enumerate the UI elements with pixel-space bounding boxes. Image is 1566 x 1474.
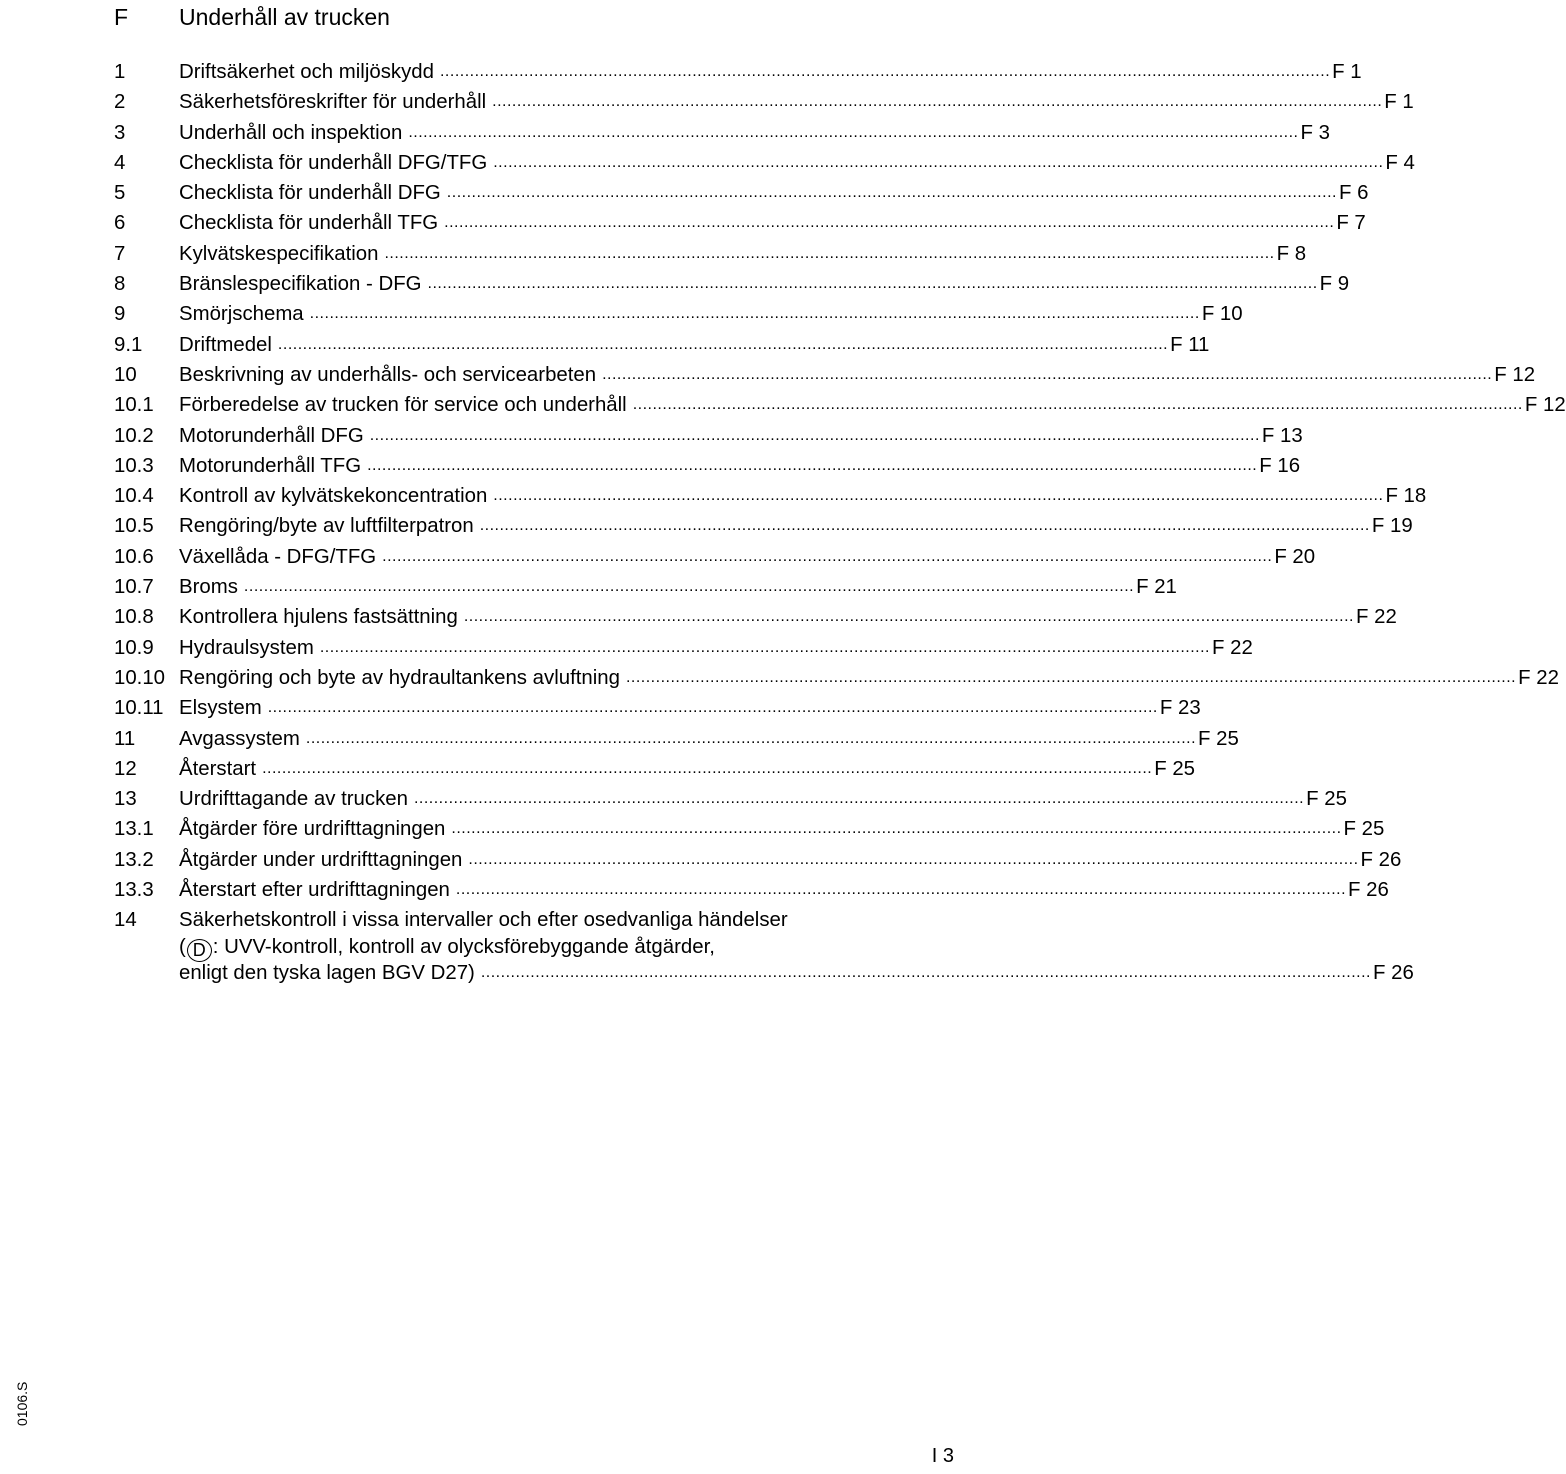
dot-leader: ....................................................................................................................................................................................: [480, 964, 1371, 982]
toc-entry-number: 3: [114, 121, 126, 144]
toc-entry-page: F 9: [1319, 273, 1350, 296]
toc-entry[interactable]: [0, 875, 1389, 905]
dot-leader: ....................................................................................................................................................................................: [492, 93, 1383, 111]
dot-leader: ....................................................................................................................................................................................: [444, 214, 1335, 232]
dot-leader: ....................................................................................................................................................................................: [439, 63, 1331, 80]
chapter-title: Underhåll av trucken: [179, 4, 390, 30]
toc-entry-number: 10.2: [114, 424, 154, 447]
toc-entry-title: Driftsäkerhet och miljöskydd: [179, 61, 434, 83]
dot-leader: ....................................................................................................................................................................................: [413, 790, 1305, 808]
toc-entry[interactable]: [0, 663, 1559, 693]
toc-entry[interactable]: [0, 239, 1307, 269]
toc-entry-page: F 12: [1524, 394, 1566, 417]
chapter-letter: F: [114, 4, 129, 30]
toc-entry-number: 14: [114, 909, 137, 932]
toc-entry-number: 10.1: [114, 394, 154, 417]
dot-leader: ....................................................................................................................................................................................: [369, 426, 1260, 444]
toc-entry-title: Rengöring och byte av hydraultankens avluftning: [179, 666, 620, 689]
toc-entry-title: Avgassystem: [179, 727, 300, 750]
toc-entry-title: Broms: [179, 576, 238, 599]
toc-entry-title: Växellåda - DFG/TFG: [179, 545, 377, 568]
country-germany-icon: D: [187, 939, 212, 962]
toc-entry-title: Kontrollera hjulens fastsättning: [179, 606, 458, 629]
toc-entry-number: 10.10: [114, 666, 166, 689]
toc-entry-title: Kylvätskespecifikation: [179, 242, 379, 265]
toc-entry-page: F 21: [1136, 576, 1177, 599]
dot-leader: ....................................................................................................................................................................................: [367, 456, 1258, 474]
dot-leader: ....................................................................................................................................................................................: [382, 547, 1273, 565]
dot-leader: ....................................................................................................................................................................................: [446, 184, 1337, 202]
toc-entry-page: F 13: [1261, 424, 1303, 447]
dot-leader: ....................................................................................................................................................................................: [427, 275, 1318, 293]
document-code: 0106.S: [14, 1381, 30, 1426]
toc-entry-page: F 19: [1371, 515, 1413, 538]
toc-entry-page: F 16: [1259, 454, 1301, 477]
toc-entry[interactable]: [0, 542, 1316, 572]
toc-entry-page: F 3: [1300, 121, 1330, 144]
dot-leader: ....................................................................................................................................................................................: [463, 608, 1354, 626]
toc-entry[interactable]: [0, 148, 1415, 178]
toc-entry-title: Bränslespecifikation - DFG: [179, 273, 422, 296]
toc-entry-page: F 25: [1198, 727, 1239, 750]
toc-entry[interactable]: [0, 633, 1253, 663]
toc-entry-title: Checklista för underhåll DFG: [179, 182, 441, 205]
toc-entry-number: 10.6: [114, 545, 154, 568]
toc-entry-number: 7: [114, 242, 126, 265]
toc-entry[interactable]: [0, 269, 1350, 299]
toc-entry-number: 2: [114, 91, 126, 114]
toc-entry-title: Underhåll och inspektion: [179, 121, 403, 144]
toc-entry-title: Återstart: [179, 757, 257, 780]
toc-entry-title: Beskrivning av underhålls- och servicearbeten: [179, 363, 597, 386]
toc-entry-page: F 10: [1201, 303, 1243, 326]
toc-entry-number: 11: [114, 727, 136, 750]
toc-entry[interactable]: [0, 360, 1536, 390]
toc-entry-page: F 18: [1385, 485, 1427, 508]
toc-entry-page: F 12: [1494, 363, 1536, 386]
toc-entry-title: Kontroll av kylvätskekoncentration: [179, 485, 488, 508]
dot-leader: ....................................................................................................................................................................................: [319, 638, 1210, 656]
toc-entry-page: F 25: [1306, 788, 1347, 811]
toc-entry-title: Elsystem: [179, 697, 262, 720]
toc-entry[interactable]: [0, 572, 1177, 602]
toc-entry[interactable]: [0, 390, 1566, 420]
toc-entry-page: F 26: [1373, 962, 1414, 985]
dot-leader: ....................................................................................................................................................................................: [277, 335, 1169, 353]
toc-entry-number: 10.4: [114, 485, 154, 508]
toc-entry-number: 10.7: [114, 576, 154, 599]
toc-entry-title: Checklista för underhåll TFG: [179, 212, 439, 235]
toc-entry-number: 1: [114, 61, 126, 83]
toc-entry[interactable]: [0, 814, 1385, 844]
toc-entry-number: 12: [114, 757, 137, 780]
toc-entry[interactable]: [0, 87, 1414, 117]
dot-leader: ....................................................................................................................................................................................: [305, 729, 1197, 747]
dot-leader: ....................................................................................................................................................................................: [243, 578, 1135, 596]
table-of-contents: [0, 57, 1566, 987]
toc-entry-title-line-3: enligt den tyska lagen BGV D27) .................................................................................................................................................................................... F 26: [179, 960, 922, 987]
toc-entry-page: F 26: [1360, 848, 1402, 871]
dot-leader: ....................................................................................................................................................................................: [468, 850, 1359, 868]
toc-entry-number: 10.11: [114, 697, 164, 720]
toc-entry-number: 13.3: [114, 879, 154, 902]
toc-entry-number: 9.1: [114, 333, 143, 356]
toc-entry-title-line-2: ( D : UVV-kontroll, kontroll av olycksförebyggande åtgärder,: [179, 935, 715, 960]
toc-entry[interactable]: [0, 724, 1239, 754]
toc-entry-number: 6: [114, 212, 126, 235]
toc-entry-page: F 6: [1338, 182, 1369, 205]
toc-entry-page: F 1: [1384, 91, 1414, 114]
toc-entry[interactable]: [0, 481, 1427, 511]
toc-entry-title: Urdrifttagande av trucken: [179, 788, 408, 811]
toc-entry-number: 13: [114, 788, 137, 811]
toc-entry-title: Smörjschema: [179, 303, 304, 326]
toc-entry-title: Hydraulsystem: [179, 636, 314, 659]
toc-entry-number: 13.1: [114, 818, 154, 841]
toc-entry-multiline[interactable]: [0, 907, 1414, 987]
dot-leader: ....................................................................................................................................................................................: [632, 396, 1523, 414]
dot-leader: ....................................................................................................................................................................................: [493, 153, 1384, 171]
toc-entry[interactable]: [0, 57, 1362, 87]
toc-entry-title: Åtgärder under urdrifttagningen: [179, 848, 463, 871]
toc-entry[interactable]: [0, 754, 1196, 784]
toc-entry-page: F 25: [1154, 757, 1196, 780]
toc-entry-number: 4: [114, 151, 126, 174]
toc-entry-title: Checklista för underhåll DFG/TFG: [179, 151, 488, 174]
toc-entry-number: 10.5: [114, 515, 154, 538]
toc-entry-number: 5: [114, 182, 126, 205]
toc-entry-page: F 26: [1348, 879, 1389, 902]
dot-leader: ....................................................................................................................................................................................: [408, 123, 1299, 141]
toc-entry[interactable]: [0, 693, 1201, 723]
dot-leader: ....................................................................................................................................................................................: [451, 820, 1342, 838]
toc-entry-page: F 22: [1212, 636, 1253, 659]
page-number: I 3: [931, 1445, 954, 1467]
toc-entry[interactable]: [0, 511, 1413, 541]
toc-entry-page: F 8: [1276, 242, 1307, 265]
toc-entry-page: F 25: [1343, 818, 1385, 841]
toc-entry[interactable]: [0, 451, 1301, 481]
dot-leader: ....................................................................................................................................................................................: [479, 517, 1370, 535]
toc-entry-number: 10.3: [114, 454, 154, 477]
toc-entry[interactable]: [0, 330, 1210, 360]
toc-entry-page: F 4: [1385, 151, 1415, 174]
toc-entry-title-line-1: Säkerhetskontroll i vissa intervaller och efter osedvanliga händelser: [179, 909, 788, 932]
dot-leader: ....................................................................................................................................................................................: [625, 668, 1517, 686]
toc-entry-title: Motorunderhåll TFG: [179, 454, 362, 477]
dot-leader: ....................................................................................................................................................................................: [602, 365, 1493, 383]
toc-entry-number: 9: [114, 303, 126, 326]
dot-leader: ....................................................................................................................................................................................: [309, 305, 1200, 323]
toc-entry-page: F 1: [1332, 61, 1362, 83]
toc-entry-title: Motorunderhåll DFG: [179, 424, 364, 447]
toc-entry-number: 13.2: [114, 848, 154, 871]
toc-entry-number: 10: [114, 363, 137, 386]
dot-leader: ....................................................................................................................................................................................: [493, 487, 1384, 505]
toc-entry-title: Återstart efter urdrifttagningen: [179, 879, 450, 902]
dot-leader: ....................................................................................................................................................................................: [384, 244, 1275, 262]
toc-entry-title: Förberedelse av trucken för service och underhåll: [179, 394, 627, 417]
toc-entry[interactable]: [0, 178, 1369, 208]
toc-entry-number: 10.8: [114, 606, 154, 629]
toc-entry[interactable]: [0, 845, 1402, 875]
toc-entry-number: 10.9: [114, 636, 154, 659]
dot-leader: ....................................................................................................................................................................................: [455, 881, 1347, 899]
toc-entry-page: F 23: [1159, 697, 1201, 720]
toc-entry[interactable]: [0, 602, 1397, 632]
toc-entry-page: F 7: [1336, 212, 1366, 235]
toc-entry[interactable]: [0, 299, 1243, 329]
toc-entry-page: F 11: [1170, 333, 1210, 356]
toc-entry-page: F 20: [1274, 545, 1316, 568]
toc-entry-title: Åtgärder före urdrifttagningen: [179, 818, 446, 841]
toc-entry[interactable]: [0, 784, 1347, 814]
toc-entry-title: Driftmedel: [179, 333, 272, 356]
toc-entry-page: F 22: [1518, 666, 1559, 689]
toc-entry[interactable]: [0, 421, 1303, 451]
toc-entry-number: 8: [114, 273, 126, 296]
dot-leader: ....................................................................................................................................................................................: [262, 759, 1153, 777]
dot-leader: ....................................................................................................................................................................................: [267, 699, 1158, 717]
toc-entry-title: Säkerhetsföreskrifter för underhåll: [179, 91, 487, 114]
toc-entry-title: Rengöring/byte av luftfilterpatron: [179, 515, 474, 538]
toc-entry-page: F 22: [1356, 606, 1397, 629]
toc-entry[interactable]: [0, 208, 1366, 238]
toc-entry[interactable]: [0, 118, 1330, 148]
